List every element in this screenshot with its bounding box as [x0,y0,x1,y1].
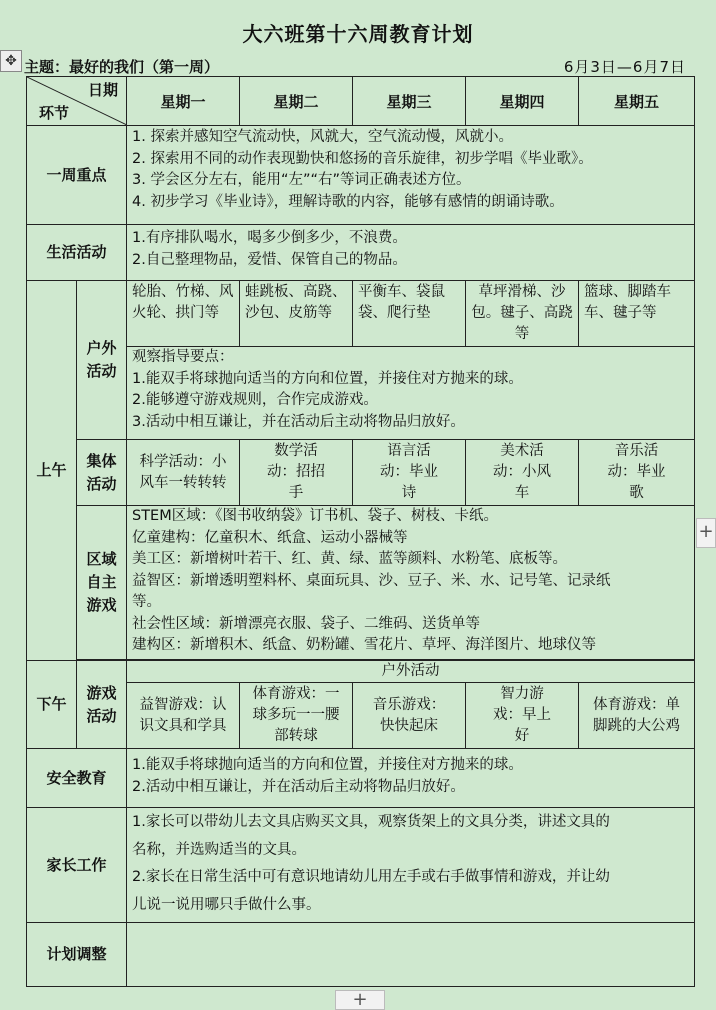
focus-label: 一周重点 [27,126,127,225]
area-line: 建构区：新增积木、纸盒、奶粉罐、雪花片、草坪、海洋图片、地球仪等 [132,637,596,653]
parents-content [127,808,695,923]
outdoor-cells-row [27,281,695,347]
focus-line: 4. 初步学习《毕业诗》，理解诗歌的内容，能够有感情的朗诵诗歌。 [132,193,564,210]
focus-content [127,126,695,225]
life-line: 1.有序排队喝水，喝多少倒多少，不浪费。 [132,230,407,246]
theme-label: 主题：最好的我们（第一周） [24,58,220,76]
group-tuesday: 数学活动：招招手 [240,440,353,506]
life-row [27,225,695,281]
afternoon-tuesday: 体育游戏：一球多玩一一腰部转球 [240,683,353,749]
group-monday: 科学活动：小风车一转转转 [127,440,240,506]
header-row [27,77,695,126]
group-friday: 音乐活动：毕业歌 [579,440,695,506]
corner-date-label: 日期 [87,81,118,99]
table-move-handle-icon[interactable]: ✥ [0,50,22,72]
area-row [27,506,695,660]
group-wednesday: 语言活动：毕业诗 [353,440,466,506]
area-line: 美工区：新增树叶若干、红、黄、绿、蓝等颜料、水粉笔、底板等。 [132,551,567,567]
day-tuesday: 星期二 [240,77,353,126]
afternoon-cells-row [27,683,695,749]
group-row [27,440,695,506]
safety-row [27,749,695,808]
group-thursday: 美术活动：小风车 [466,440,579,506]
add-row-plus-icon[interactable]: + [335,990,385,1010]
safety-line: 1.能双手将球抛向适当的方向和位置，并接住对方抛来的球。 [132,757,523,773]
outdoor-friday: 篮球、脚踏车车、毽子等 [579,281,695,347]
safety-content [127,749,695,808]
outdoor-guide [127,347,695,440]
day-thursday: 星期四 [466,77,579,126]
area-content [127,506,695,660]
plan-table [26,76,695,987]
afternoon-label: 下午 [27,661,77,749]
safety-label: 安全教育 [27,749,127,808]
parents-line: 儿说一说用哪只手做什么事。 [132,896,321,913]
game-label: 游戏活动 [77,661,127,749]
life-content [127,225,695,281]
area-line: 社会性区域：新增漂亮衣服、袋子、二维码、送货单等 [132,615,480,632]
outdoor-label: 户外活动 [77,281,127,440]
afternoon-banner-row [27,661,695,683]
afternoon-monday: 益智游戏：认识文具和学具 [127,683,240,749]
outdoor-monday: 轮胎、竹梯、风火轮、拱门等 [127,281,240,347]
afternoon-banner: 户外活动 [127,661,695,683]
afternoon-thursday: 智力游戏：早上好 [466,683,579,749]
parents-line: 名称，并选购适当的文具。 [132,841,306,858]
guide-line: 3.活动中相互谦让，并在活动后主动将物品归放好。 [132,413,465,430]
outdoor-tuesday: 蛙跳板、高跷、沙包、皮筋等 [240,281,353,347]
adjust-label: 计划调整 [27,923,127,987]
guide-line: 2.能够遵守游戏规则，合作完成游戏。 [132,392,378,408]
morning-label: 上午 [27,281,77,661]
adjust-content[interactable] [127,923,695,987]
afternoon-wednesday: 音乐游戏：快快起床 [353,683,466,749]
outdoor-thursday: 草坪滑梯、沙包。毽子、高跷等 [466,281,579,347]
day-friday: 星期五 [579,77,695,126]
afternoon-friday: 体育游戏：单脚跳的大公鸡 [579,683,695,749]
page-title: 大六班第十六周教育计划 [242,22,474,46]
corner-cell [27,77,127,126]
focus-line: 3. 学会区分左右，能用“左”“右”等词正确表述方位。 [132,172,471,188]
focus-line: 2. 探索用不同的动作表现勤快和悠扬的音乐旋律，初步学唱《毕业歌》。 [132,150,593,167]
area-line: 等。 [132,594,161,610]
day-monday: 星期一 [127,77,240,126]
safety-line: 2.活动中相互谦让，并在活动后主动将物品归放好。 [132,778,465,795]
parents-line: 2.家长在日常生活中可有意识地请幼儿用左手或右手做事情和游戏，并让幼 [132,869,610,885]
parents-label: 家长工作 [27,808,127,923]
area-line: STEM区域：《图书收纳袋》订书机、袋子、树枝、卡纸。 [132,508,498,524]
area-line: 亿童建构：亿童积木、纸盒、运动小器械等 [132,529,408,546]
outdoor-guide-row [27,347,695,440]
outdoor-wednesday: 平衡车、袋鼠袋、爬行垫 [353,281,466,347]
area-label: 区域自主游戏 [77,506,127,660]
life-line: 2.自己整理物品，爱惜、保管自己的物品。 [132,251,407,268]
area-line: 益智区：新增透明塑料杯、桌面玩具、沙、豆子、米、水、记号笔、记录纸 [132,572,611,589]
parents-row [27,808,695,923]
corner-segment-label: 环节 [39,104,70,122]
life-label: 生活活动 [27,225,127,281]
date-range: 6月3日—6月7日 [563,58,686,76]
parents-line: 1.家长可以带幼儿去文具店购买文具，观察货架上的文具分类，讲述文具的 [132,814,610,830]
focus-line: 1. 探索并感知空气流动快，风就大，空气流动慢，风就小。 [132,129,513,145]
guide-line: 观察指导要点： [132,349,234,365]
day-wednesday: 星期三 [353,77,466,126]
adjust-row [27,923,695,987]
guide-line: 1.能双手将球抛向适当的方向和位置，并接住对方抛来的球。 [132,370,523,387]
focus-row [27,126,695,225]
add-column-plus-icon[interactable]: + [696,518,716,548]
group-label: 集体活动 [77,440,127,506]
